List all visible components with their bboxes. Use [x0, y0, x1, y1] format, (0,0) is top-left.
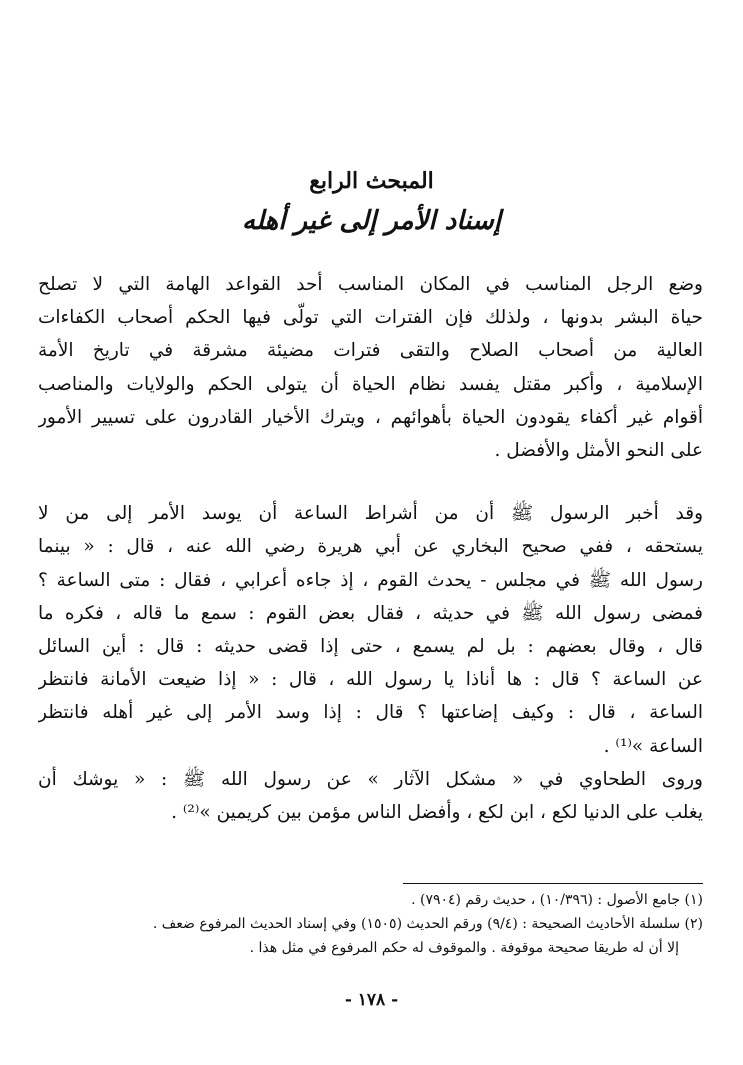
text-line: يستحقه ، ففي صحيح البخاري عن أبي هريرة رضي الله عنه ، قال : « بينما: [38, 536, 703, 558]
text-line: فمضى رسول الله ﷺ في حديثه ، فقال بعض القوم : سمع ما قاله ، فكره ما: [38, 602, 703, 624]
page-number: - ١٧٨ -: [344, 990, 399, 1010]
footnote-2: (٢) سلسلة الأحاديث الصحيحة : (٩/٤) ورقم الحديث (١٥٠٥) وفي إسناد الحديث المرفوع ضعف .: [152, 916, 703, 932]
footnotes: [38, 888, 703, 960]
text-line: الإسلامية ، وأكبر مقتل يفسد نظام الحياة أن يتولى الحكم والولايات والمناصب: [38, 373, 703, 395]
paragraph-2: [38, 497, 703, 763]
section-heading: المبحث الرابع: [309, 168, 434, 194]
text-line: وروى الطحاوي في « مشكل الآثار » عن رسول الله ﷺ : « يوشك أن: [38, 768, 703, 790]
text-line: الساعة ، قال : وكيف إضاعتها ؟ قال : إذا وسد الأمر إلى غير أهله فانتظر: [38, 702, 703, 724]
text-line: رسول الله ﷺ في مجلس - يحدث القوم ، إذ جاءه أعرابي ، فقال : متى الساعة ؟: [38, 569, 703, 591]
text-line: أقوام غير أكفاء يقودون الحياة بأهوائهم ، ويترك الأخيار القادرون على تسيير الأمور: [38, 406, 703, 428]
footnote-divider: [403, 883, 703, 884]
text-line: الساعة »⁽¹⁾ .: [603, 735, 703, 757]
text-line: قال ، وقال بعضهم : بل لم يسمع ، حتى إذا قضى حديثه : قال : أين السائل: [38, 636, 703, 658]
text-line: العالية من أصحاب الصلاح والتقى فترات مضيئة مشرقة في تاريخ الأمة: [38, 340, 703, 362]
footnote-2-continued: إلا أن له طريقا صحيحة موقوفة . والموقوف له حكم المرفوع في مثل هذا .: [249, 940, 679, 956]
main-text: [38, 268, 703, 829]
text-line: عن الساعة ؟ قال : ها أناذا يا رسول الله ، قال : « إذا ضيعت الأمانة فانتظر: [38, 669, 703, 691]
paragraph-gap: [38, 467, 703, 497]
text-line: حياة البشر بدونها ، ولذلك فإن الفترات التي تولّى فيها الحكم أصحاب الكفاءات: [38, 307, 703, 329]
text-line: يغلب على الدنيا لكع ، ابن لكع ، وأفضل الناس مؤمن بين كريمين »⁽²⁾ .: [171, 802, 703, 824]
text-line: وقد أخبر الرسول ﷺ أن من أشراط الساعة أن يوسد الأمر إلى من لا: [38, 503, 703, 525]
text-line: وضع الرجل المناسب في المكان المناسب أحد القواعد الهامة التي لا تصلح: [38, 274, 703, 295]
section-subheading: إسناد الأمر إلى غير أهله: [242, 206, 501, 236]
paragraph-1: [38, 268, 703, 467]
paragraph-3: [38, 763, 703, 829]
footnote-1: (١) جامع الأصول : (١٠/٣٩٦) ، حديث رقم (٧٩٠٤) .: [411, 892, 703, 908]
text-line: على النحو الأمثل والأفضل .: [494, 440, 703, 462]
